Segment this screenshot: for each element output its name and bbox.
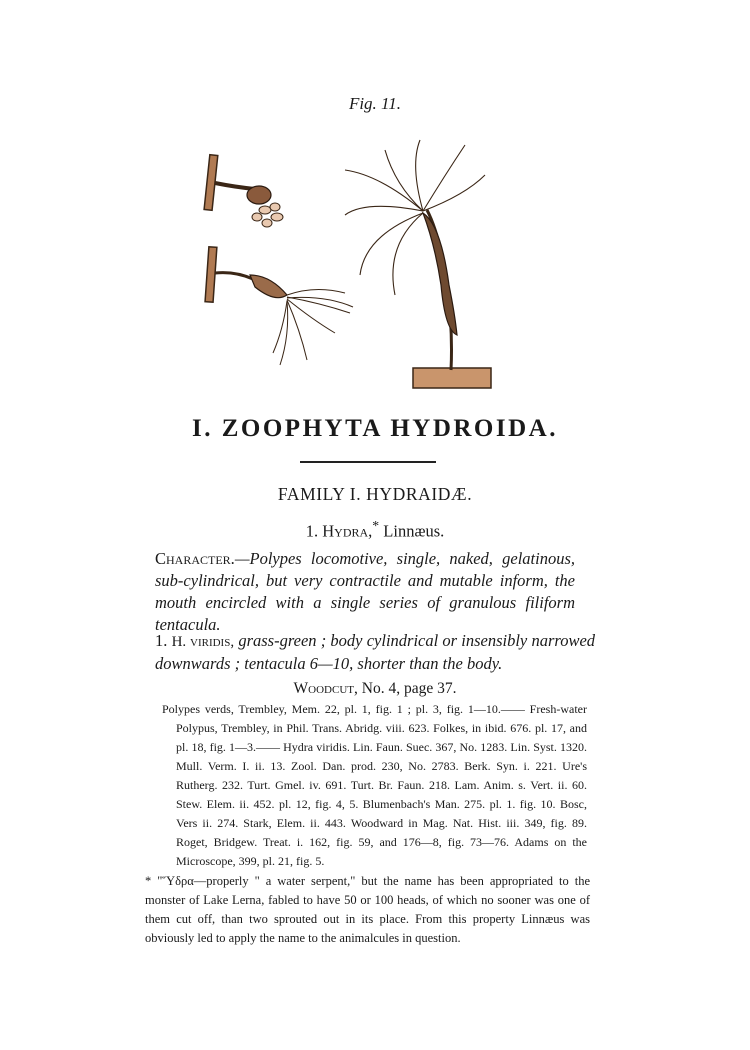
genus-number: 1. (305, 521, 319, 541)
footnote: * "Ὕδρα—properly " a water serpent," but the name has been appropriated to the monster of Lake Lerna, fabled to have 50 or 100 heads, of which no sooner was one of them cut off, than two sprouted out in its place. From this property Linnæus was obviously led to apply the name to the animalcules in question. (145, 874, 590, 945)
genus-heading (0, 518, 750, 542)
species-name: H. viridis, (171, 634, 235, 650)
section-title: I. ZOOPHYTA HYDROIDA. (192, 415, 558, 442)
woodcut-label: Woodcut, (293, 680, 358, 697)
hydra-upright (345, 140, 491, 388)
species-paragraph (155, 630, 595, 675)
character-text: —Polypes locomotive, single, naked, gelatinous, sub-cylindrical, but very contractile and mutable inform, the mouth encircled with a single series of granulous filiform tentacula. (155, 549, 575, 634)
hydra-illustration (195, 135, 495, 400)
character-label: Character. (155, 549, 235, 568)
character-paragraph (155, 548, 575, 636)
species-number: 1. (155, 631, 168, 650)
woodcut-reference (0, 680, 750, 698)
footnote-marker: * (372, 518, 380, 533)
figure-label: Fig. 11. (348, 94, 402, 113)
species-description: grass-green ; body cylindrical or insensibly narrowed downwards ; tentacula 6—10, shorter than the body. (155, 631, 596, 673)
hydra-contracted (204, 155, 283, 227)
family-heading: FAMILY I. HYDRAIDÆ. (277, 484, 473, 504)
hydra-extended (205, 247, 353, 365)
references-text: Polypes verds, Trembley, Mem. 22, pl. 1, fig. 1 ; pl. 3, fig. 1—10.—— Fresh-water Polypus, Trembley, in Phil. Trans. Abridg. viii. 623. Folkes, in ibid. 676. pl. 17, and pl. 18, fig. 1—3.—— Hydra viridis. Lin. Faun. Suec. 367, No. 1283. Lin. Syst. 1320. Mull. Verm. I. ii. 13. Zool. Dan. prod. 230, No. 2783. Berk. Syn. i. 221. Ure's Rutherg. 232. Turt. Gmel. iv. 691. Turt. Br. Faun. 218. Lam. Anim. s. Vert. ii. 60. Stew. Elem. ii. 452. pl. 12, fig. 4, 5. Blumenbach's Man. 275. pl. 1. fig. 10. Bosc, Vers ii. 274. Stark, Elem. ii. 443. Woodward in Mag. Nat. Hist. iii. 349, fig. 89. Roget, Bridgew. Treat. i. 162, fig. 59, and 176—8, fig. 73—76. Adams on the Microscope, 399, pl. 21, fig. 5. (162, 702, 587, 868)
woodcut-ref: No. 4, page 37. (361, 680, 457, 697)
genus-authority: Linnæus. (383, 521, 445, 541)
title-rule (300, 461, 436, 463)
references-block (162, 700, 587, 871)
genus-name: Hydra, (322, 521, 373, 541)
